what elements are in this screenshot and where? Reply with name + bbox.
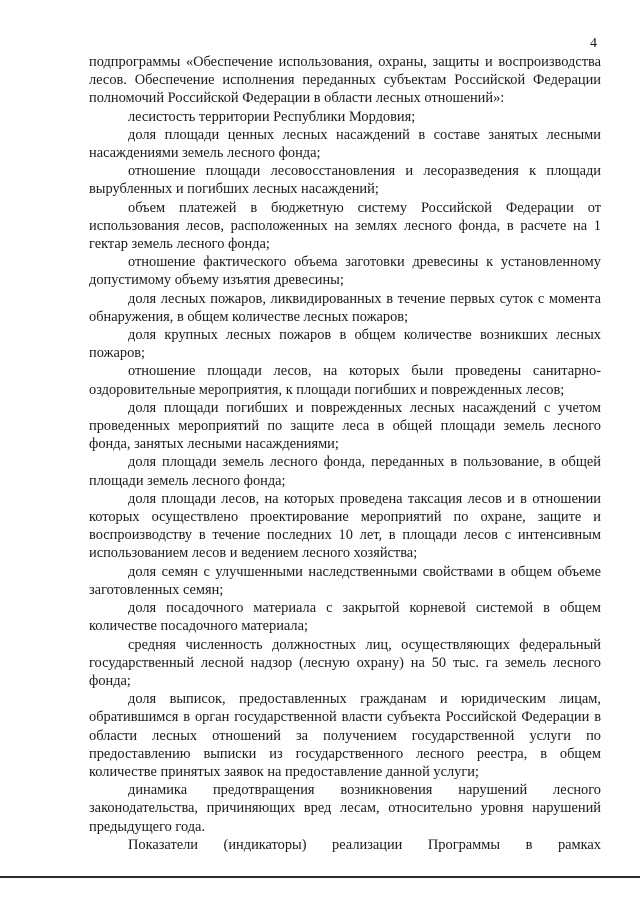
indicator-paragraph: доля крупных лесных пожаров в общем количестве возникших лесных пожаров;: [89, 327, 601, 362]
indicator-paragraph: отношение фактического объема заготовки древесины к установленному допустимому объему изъятия древесины;: [89, 254, 601, 289]
indicator-paragraph: доля выписок, предоставленных гражданам и юридическим лицам, обратившимся в орган государственной власти субъекта Российской Федерации в области лесных отношений за получением государственной услуги по предоставлению выписки из государственного лесного реестра, в общем количестве принятых заявок на предоставление данной услуги;: [89, 691, 601, 780]
indicator-paragraph: отношение площади лесов, на которых были проведены санитарно-оздоровительные мероприятия, к площади погибших и поврежденных лесов;: [89, 363, 601, 398]
indicator-paragraph: доля площади лесов, на которых проведена таксация лесов и в отношении которых осуществлено проектирование мероприятий по охране, защите и воспроизводству в течение последних 10 лет, в площади лесов с интенсивным использованием лесов и ведением лесного хозяйства;: [89, 490, 601, 562]
indicator-paragraph: отношение площади лесовосстановления и лесоразведения к площади вырубленных и погибших лесных насаждений;: [89, 163, 601, 198]
indicator-paragraph: доля площади земель лесного фонда, переданных в пользование, в общей площади земель лесного фонда;: [89, 454, 601, 489]
indicator-paragraph: Показатели (индикаторы) реализации Программы в рамках: [128, 836, 601, 853]
page-number: 4: [590, 36, 597, 51]
indicator-paragraph: доля семян с улучшенными наследственными свойствами в общем объеме заготовленных семян;: [89, 563, 601, 598]
indicator-paragraph: динамика предотвращения возникновения нарушений лесного законодательства, причиняющих вред лесам, относительно уровня нарушений предыдущего года.: [89, 782, 601, 835]
indicator-paragraph: лесистость территории Республики Мордовия;: [128, 108, 416, 125]
indicator-paragraph: доля площади ценных лесных насаждений в составе занятых лесными насаждениями земель лесного фонда;: [89, 126, 601, 162]
scan-edge-line: [0, 876, 640, 878]
indicator-paragraph: доля лесных пожаров, ликвидированных в течение первых суток с момента обнаружения, в общем количестве лесных пожаров;: [89, 290, 601, 325]
indicator-paragraph: объем платежей в бюджетную систему Российской Федерации от использования лесов, расположенных на землях лесного фонда, в расчете на 1 гектар земель лесного фонда;: [89, 199, 601, 253]
indicator-paragraph: доля площади погибших и поврежденных лесных насаждений с учетом проведенных мероприятий по защите леса в общей площади земель лесного фонда, занятых лесными насаждениями;: [89, 399, 601, 453]
indicator-paragraph: доля посадочного материала с закрытой корневой системой в общем количестве посадочного материала;: [89, 600, 601, 635]
paragraph-intro: подпрограммы «Обеспечение использования, охраны, защиты и воспроизводства лесов. Обеспечение исполнения переданных субъектам Российской Федерации полномочий Российской Федерации в области лесных отношений»:: [89, 54, 601, 107]
document-body: [89, 53, 601, 854]
indicator-paragraph: средняя численность должностных лиц, осуществляющих федеральный государственный лесной надзор (лесную охрану) на 50 тыс. га земель лесного фонда;: [89, 636, 601, 689]
